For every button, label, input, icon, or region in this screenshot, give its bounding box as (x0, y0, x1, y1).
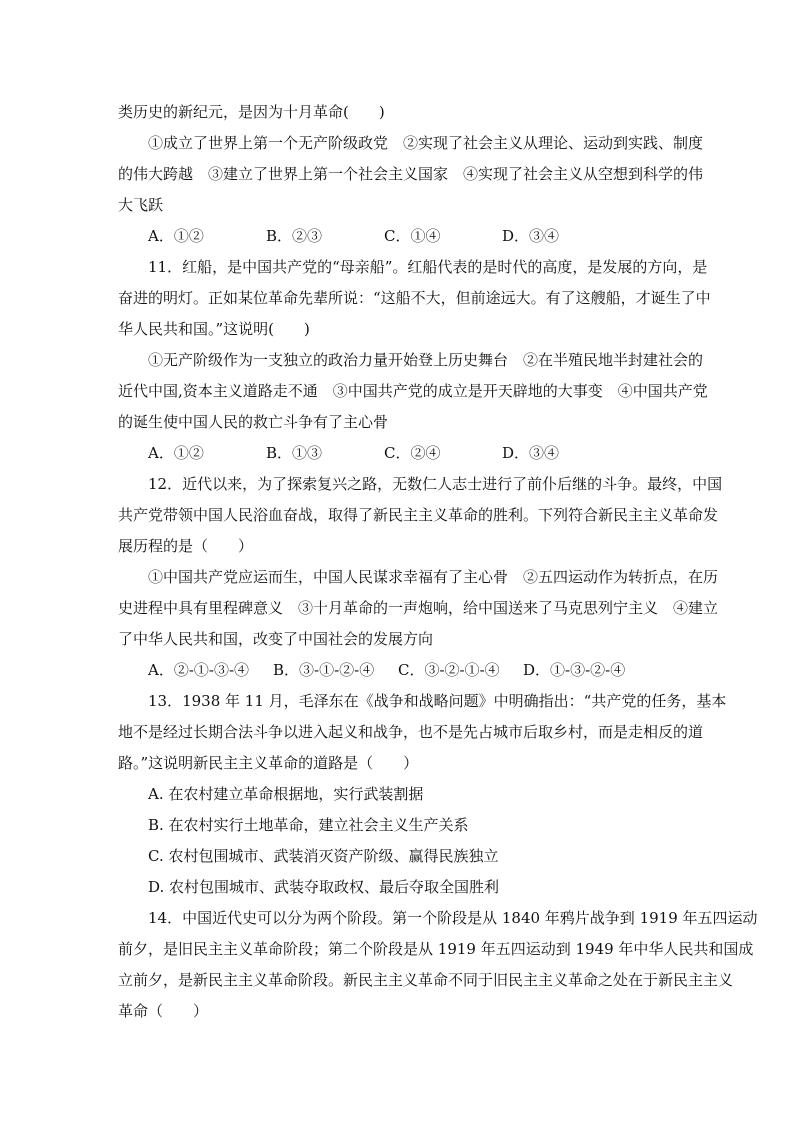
q10-stem-tail: 类历史的新纪元，是因为十月革命( ) (118, 103, 385, 121)
q11-options (118, 438, 678, 469)
q12-options (118, 655, 678, 686)
q14-stem-line: 14．中国近代史可以分为两个阶段。第一个阶段是从 1840 年鸦片战争到 1919 年五四运动 (148, 909, 758, 927)
q12-stem-line: 共产党带领中国人民浴血奋战，取得了新民主主义革命的胜利。下列符合新民主主义革命发 (118, 506, 719, 524)
q12-statement-line: 史进程中具有里程碑意义 ③十月革命的一声炮响，给中国送来了马克思列宁主义 ④建立 (118, 599, 719, 617)
q13-stem-line: 地不是经过长期合法斗争以进入起义和战争，也不是先占城市后取乡村，而是走相反的道 (118, 723, 704, 741)
q12-option-c[interactable]: C．③-②-①-④ (398, 661, 500, 679)
q13-option-a[interactable]: A. 在农村建立革命根据地，实行武装割据 (148, 785, 424, 803)
q12-option-b[interactable]: B．③-①-②-④ (273, 661, 375, 679)
q12-statement-line: ①中国共产党应运而生，中国人民谋求幸福有了主心骨 ②五四运动作为转折点，在历 (148, 568, 719, 586)
q13-stem-line: 13．1938 年 11 月，毛泽东在《战争和战略问题》中明确指出：“共产党的任务，基本 (148, 692, 727, 710)
q10-option-c[interactable]: C．①④ (384, 227, 441, 245)
q10-option-a[interactable]: A．①② (148, 227, 204, 245)
q12-option-a[interactable]: A．②-①-③-④ (148, 661, 250, 679)
q11-stem-line: 11．红船，是中国共产党的“母亲船”。红船代表的是时代的高度，是发展的方向，是 (148, 258, 708, 276)
q13-option-d[interactable]: D. 农村包围城市、武装夺取政权、最后夺取全国胜利 (148, 878, 500, 896)
q11-stem-line: 奋进的明灯。正如某位革命先辈所说：“这船不大，但前途远大。有了这艘船，才诞生了中 (118, 289, 711, 307)
q12-option-d[interactable]: D．①-③-②-④ (523, 661, 626, 679)
q10-option-d[interactable]: D．③④ (502, 227, 560, 245)
q11-option-b[interactable]: B．①③ (266, 444, 323, 462)
q10-statement-line: 的伟大跨越 ③建立了世界上第一个社会主义国家 ④实现了社会主义从空想到科学的伟 (118, 165, 704, 183)
q10-statement-line: 大飞跃 (118, 196, 164, 214)
q14-stem-line: 立前夕，是新民主主义革命阶段。新民主主义革命不同于旧民主主义革命之处在于新民主主义 (118, 971, 734, 989)
q14-stem-line: 革命（ ） (118, 1002, 209, 1020)
q11-stem-line: 华人民共和国。”这说明( ) (118, 320, 310, 338)
q10-option-b[interactable]: B．②③ (266, 227, 323, 245)
q11-option-c[interactable]: C．②④ (384, 444, 441, 462)
q11-statement-line: ①无产阶级作为一支独立的政治力量开始登上历史舞台 ②在半殖民地半封建社会的 (148, 351, 704, 369)
q10-statement-line: ①成立了世界上第一个无产阶级政党 ②实现了社会主义从理论、运动到实践、制度 (148, 134, 704, 152)
q11-option-d[interactable]: D．③④ (502, 444, 560, 462)
q13-option-c[interactable]: C. 农村包围城市、武装消灭资产阶级、赢得民族独立 (148, 847, 499, 865)
q11-statement-line: 的诞生使中国人民的救亡斗争有了主心骨 (118, 413, 389, 431)
q14-stem-line: 前夕，是旧民主主义革命阶段；第二个阶段是从 1919 年五四运动到 1949 年中华人民共和国成 (118, 940, 754, 958)
q13-option-b[interactable]: B. 在农村实行土地革命，建立社会主义生产关系 (148, 816, 469, 834)
q12-stem-line: 12．近代以来，为了探索复兴之路，无数仁人志士进行了前仆后继的斗争。最终，中国 (148, 475, 723, 493)
question-list (118, 97, 758, 1027)
q11-statement-line: 近代中国,资本主义道路走不通 ③中国共产党的成立是开天辟地的大事变 ④中国共产党 (118, 382, 708, 400)
q11-option-a[interactable]: A．①② (148, 444, 204, 462)
q13-stem-line: 路。”这说明新民主主义革命的道路是（ ） (118, 754, 419, 772)
q10-options (118, 221, 678, 252)
q12-statement-line: 了中华人民共和国，改变了中国社会的发展方向 (118, 630, 434, 648)
q12-stem-line: 展历程的是（ ） (118, 537, 254, 555)
